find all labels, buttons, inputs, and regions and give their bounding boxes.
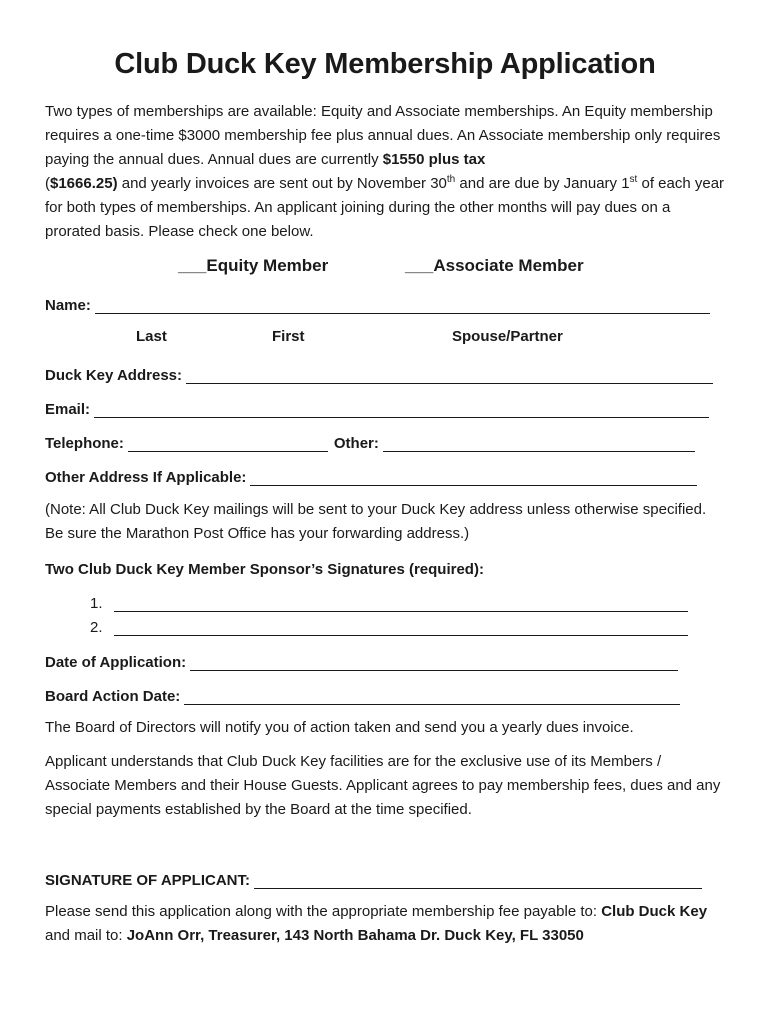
signature-label: SIGNATURE OF APPLICANT: [45,872,250,889]
sponsor-row-2 [90,614,688,636]
equity-member-option[interactable]: ___Equity Member [178,256,329,275]
dues-amount: $1550 plus tax [382,151,486,168]
closing-text-1: Please send this application along with the appropriate membership fee payable to: [45,903,602,920]
name-field[interactable] [95,299,710,314]
last-name-label: Last [136,328,167,345]
email-label: Email: [45,401,91,418]
board-notice: The Board of Directors will notify you of action taken and send you a yearly dues invoice. [45,719,634,736]
intro-text-5: of each year for both types of memberships. An applicant joining during the other months will pay dues on a prorated basis. Please check one below. [45,175,725,240]
other-phone-label: Other: [333,435,379,452]
email-row [45,396,709,418]
superscript-st: st [629,174,638,185]
address-label: Duck Key Address: [45,367,182,384]
telephone-label: Telephone: [45,435,124,452]
payee-name: Club Duck Key [601,903,708,920]
mailing-note: (Note: All Club Duck Key mailings will be sent to your Duck Key address unless otherwise specified. Be sure the Marathon Post Office has your forwarding address.) [45,501,707,542]
intro-text-4: and are due by January 1 [455,175,630,192]
page-title: Club Duck Key Membership Application [114,48,656,80]
address-field[interactable] [186,369,713,384]
intro-text-1: Two types of memberships are available: Equity and Associate memberships. An Equity membership requires a one-time $3000 membership fee plus annual dues. An Associate membership only requires paying the annual dues. Annual dues are currently [45,103,721,168]
date-row [45,649,678,671]
superscript-th: th [446,174,456,185]
other-address-label: Other Address If Applicable: [45,469,247,486]
date-of-application-field[interactable] [190,656,678,671]
other-address-field[interactable] [250,471,697,486]
sponsor-number-1: 1. [90,595,103,612]
mailing-address: JoAnn Orr, Treasurer, 143 North Bahama Dr. Duck Key, FL 33050 [126,927,584,944]
email-field[interactable] [94,403,709,418]
telephone-field[interactable] [128,437,328,452]
board-action-date-field[interactable] [184,690,680,705]
first-name-label: First [272,328,305,345]
date-of-application-label: Date of Application: [45,654,187,671]
closing-paragraph [45,900,725,948]
other-phone-field[interactable] [383,437,695,452]
address-row [45,362,713,384]
closing-text-2: and mail to: [45,927,127,944]
agreement-paragraph: Applicant understands that Club Duck Key facilities are for the exclusive use of its Members / Associate Members and their House Guests. Applicant agrees to pay membership fees, dues and any special payments established by the Board at the time specified. [45,753,721,818]
sponsors-heading: Two Club Duck Key Member Sponsor’s Signatures (required): [45,561,484,578]
signature-row [45,867,702,889]
telephone-row [45,430,695,452]
sponsor-signature-1[interactable] [114,597,688,612]
sponsor-signature-2[interactable] [114,621,688,636]
board-date-row [45,683,680,705]
board-action-date-label: Board Action Date: [45,688,181,705]
sponsor-row-1 [90,590,688,612]
intro-text-2: ( [45,175,50,192]
spouse-partner-label: Spouse/Partner [452,328,563,345]
dues-total: $1666.25) [50,175,118,192]
intro-text-3: and yearly invoices are sent out by November 30 [117,175,447,192]
other-address-row [45,464,697,486]
sponsor-number-2: 2. [90,619,103,636]
name-row [45,292,710,314]
name-label: Name: [45,297,91,314]
intro-paragraph [45,100,725,244]
associate-member-option[interactable]: ___Associate Member [405,256,584,275]
signature-field[interactable] [254,874,702,889]
